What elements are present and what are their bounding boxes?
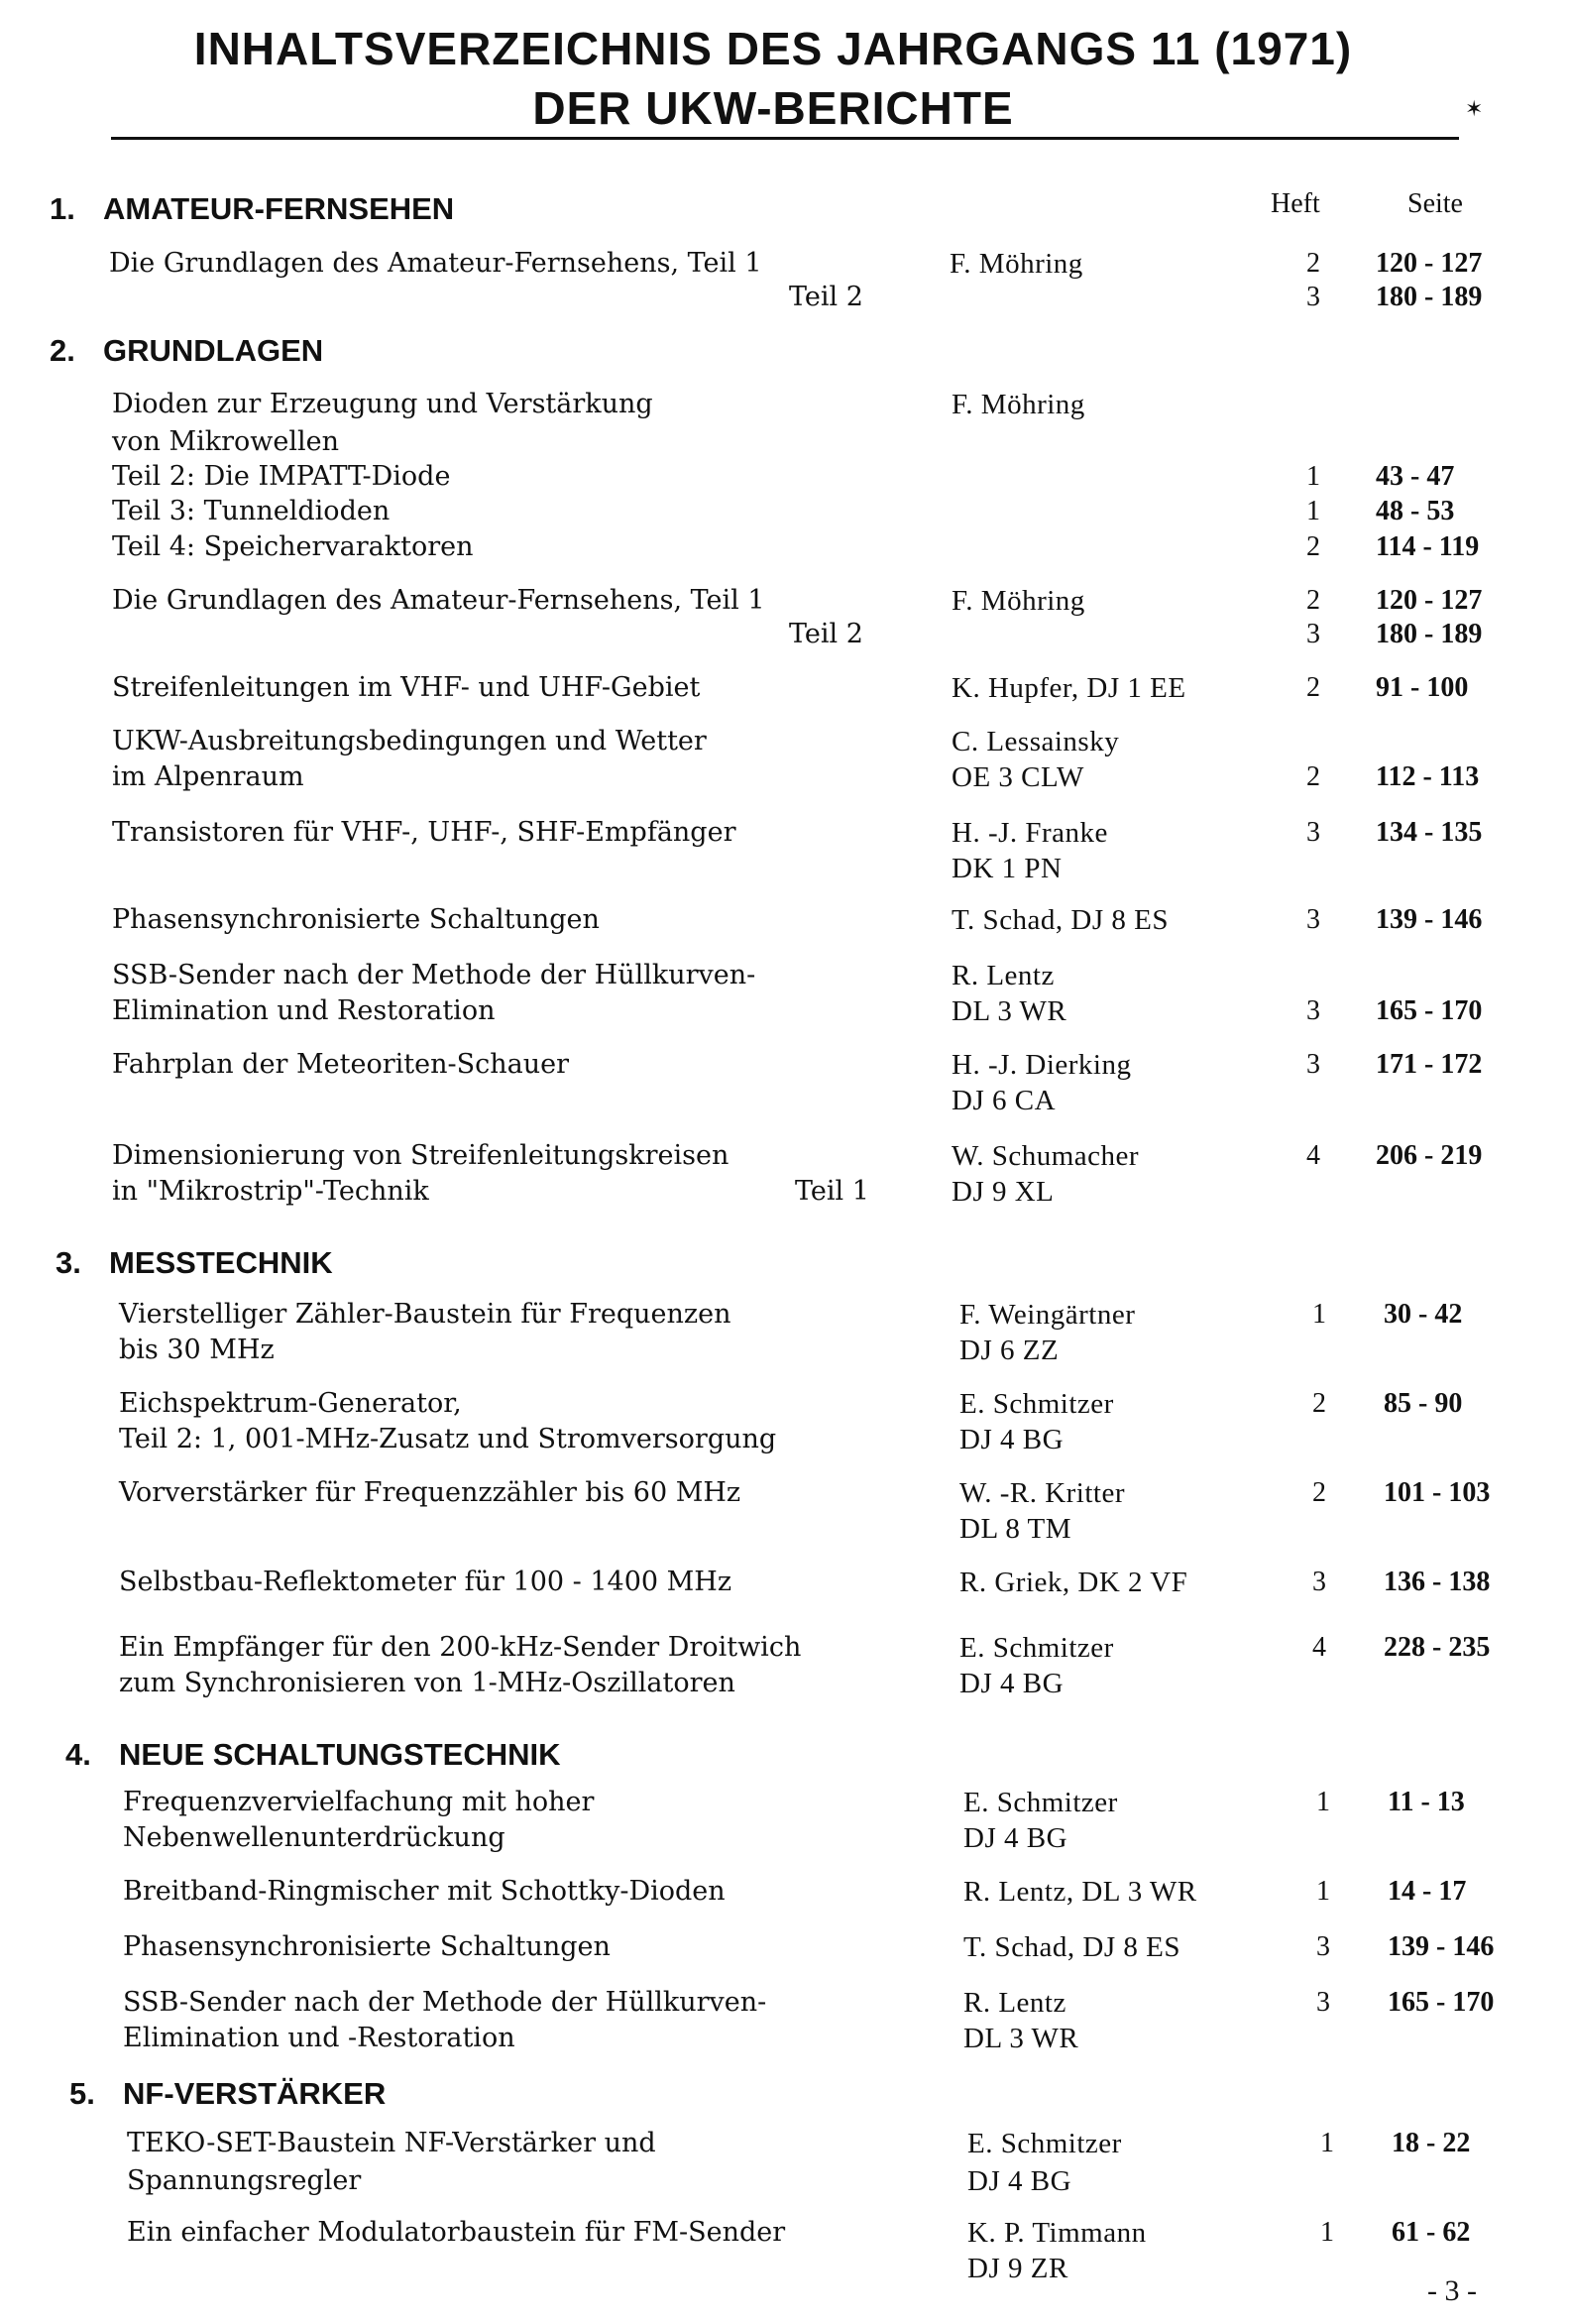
entry-heft: 2 [1306, 531, 1320, 562]
entry-title-line: Die Grundlagen des Amateur-Fernsehens, Teil 1 [112, 585, 765, 616]
page-number: - 3 - [1427, 2274, 1477, 2307]
entry-pages: 101 - 103 [1384, 1477, 1491, 1508]
entry-title-line: zum Synchronisieren von 1-MHz-Oszillatoren [119, 1668, 735, 1698]
entry-heft: 2 [1306, 585, 1320, 616]
entry-heft: 1 [1306, 496, 1320, 526]
entry-heft: 4 [1306, 1140, 1320, 1171]
entry-heft: 2 [1306, 672, 1320, 703]
entry-pages: 139 - 146 [1388, 1931, 1495, 1962]
entry-title-line: Die Grundlagen des Amateur-Fernsehens, Teil 1 [109, 248, 762, 279]
entry-author: H. -J. Franke [952, 817, 1108, 849]
entry-title-line: Ein Empfänger für den 200-kHz-Sender Droitwich [119, 1632, 802, 1663]
entry-title-line: Eichspektrum-Generator, [119, 1388, 462, 1419]
entry-heft: 3 [1306, 904, 1320, 935]
entry-title-line: UKW-Ausbreitungsbedingungen und Wetter [112, 726, 707, 756]
entry-author: F. Möhring [952, 389, 1085, 420]
column-header-seite: Seite [1407, 188, 1463, 219]
entry-title-line: Teil 2: 1, 001-MHz-Zusatz und Stromversorgung [119, 1424, 777, 1454]
entry-heft: 3 [1306, 995, 1320, 1026]
section-heading [50, 333, 323, 369]
entry-heft: 1 [1316, 1787, 1330, 1817]
section-number: 1. [50, 191, 75, 226]
entry-author: K. P. Timmann [967, 2217, 1147, 2249]
entry-title-line: Teil 1 [795, 1176, 869, 1207]
section-heading [50, 191, 454, 227]
entry-heft: 3 [1312, 1567, 1326, 1597]
entry-title-line: im Alpenraum [112, 761, 304, 792]
entry-author: DL 8 TM [959, 1513, 1072, 1545]
entry-author: F. Weingärtner [959, 1299, 1136, 1331]
entry-pages: 139 - 146 [1376, 904, 1483, 935]
entry-author: DJ 9 XL [952, 1176, 1055, 1208]
entry-pages: 180 - 189 [1376, 282, 1483, 312]
entry-author: W. -R. Kritter [959, 1477, 1126, 1509]
entry-title-line: Selbstbau-Reflektometer für 100 - 1400 MHz [119, 1567, 732, 1597]
entry-title-line: TEKO-SET-Baustein NF-Verstärker und [127, 2128, 656, 2158]
entry-title-line: Teil 4: Speichervaraktoren [112, 531, 474, 562]
entry-title-line: Vierstelliger Zähler-Baustein für Frequenzen [119, 1299, 731, 1330]
entry-title-line: Phasensynchronisierte Schaltungen [112, 904, 600, 935]
entry-author: K. Hupfer, DJ 1 EE [952, 672, 1186, 704]
entry-heft: 2 [1306, 761, 1320, 792]
entry-author: C. Lessainsky [952, 726, 1120, 757]
entry-title-line: Dimensionierung von Streifenleitungskreisen [112, 1140, 729, 1171]
entry-title-line: Frequenzvervielfachung mit hoher [123, 1787, 595, 1817]
entry-title-line: Phasensynchronisierte Schaltungen [123, 1931, 611, 1962]
entry-heft: 1 [1306, 461, 1320, 492]
entry-pages: 228 - 235 [1384, 1632, 1491, 1663]
section-heading [69, 2076, 386, 2112]
entry-heft: 3 [1316, 1987, 1330, 2018]
entry-heft: 4 [1312, 1632, 1326, 1663]
section-title: MESSTECHNIK [109, 1245, 333, 1280]
section-number: 2. [50, 333, 75, 368]
entry-author: DK 1 PN [952, 853, 1063, 884]
entry-author: E. Schmitzer [967, 2128, 1122, 2159]
entry-pages: 30 - 42 [1384, 1299, 1463, 1330]
entry-title-line: Transistoren für VHF-, UHF-, SHF-Empfänger [112, 817, 736, 848]
section-heading [65, 1737, 561, 1773]
entry-pages: 165 - 170 [1376, 995, 1483, 1026]
entry-pages: 134 - 135 [1376, 817, 1483, 848]
entry-pages: 114 - 119 [1376, 531, 1480, 562]
entry-title-line: Streifenleitungen im VHF- und UHF-Gebiet [112, 672, 701, 703]
entry-author: R. Lentz, DL 3 WR [963, 1876, 1197, 1908]
entry-title-line: bis 30 MHz [119, 1335, 275, 1365]
entry-author: DL 3 WR [963, 2023, 1079, 2054]
entry-author: T. Schad, DJ 8 ES [952, 904, 1170, 936]
entry-author: DL 3 WR [952, 995, 1067, 1027]
entry-title-line: in "Mikrostrip"-Technik [112, 1176, 429, 1207]
entry-pages: 112 - 113 [1376, 761, 1480, 792]
section-heading [56, 1245, 333, 1281]
entry-heft: 3 [1306, 1049, 1320, 1080]
entry-title-line: Breitband-Ringmischer mit Schottky-Dioden [123, 1876, 726, 1907]
document-title-line-1: INHALTSVERZEICHNIS DES JAHRGANGS 11 (1971) [193, 23, 1353, 74]
entry-pages: 43 - 47 [1376, 461, 1455, 492]
entry-heft: 1 [1320, 2217, 1334, 2248]
entry-heft: 3 [1306, 619, 1320, 649]
column-header-heft: Heft [1271, 188, 1320, 219]
entry-author: T. Schad, DJ 8 ES [963, 1931, 1181, 1963]
entry-title-line: Teil 2 [789, 619, 863, 649]
entry-author: DJ 4 BG [967, 2165, 1072, 2197]
entry-title-line: von Mikrowellen [112, 426, 340, 457]
entry-pages: 171 - 172 [1376, 1049, 1483, 1080]
entry-heft: 2 [1312, 1388, 1326, 1419]
entry-heft: 3 [1306, 817, 1320, 848]
entry-title-line: Teil 2: Die IMPATT-Diode [112, 461, 451, 492]
entry-title-line: Fahrplan der Meteoriten-Schauer [112, 1049, 570, 1080]
entry-author: DJ 4 BG [959, 1668, 1065, 1699]
section-number: 4. [65, 1737, 91, 1772]
entry-heft: 3 [1306, 282, 1320, 312]
entry-title-line: Elimination und -Restoration [123, 2023, 515, 2053]
entry-title-line: Teil 2 [789, 282, 863, 312]
entry-title-line: Elimination und Restoration [112, 995, 496, 1026]
entry-author: H. -J. Dierking [952, 1049, 1132, 1081]
entry-author: R. Lentz [963, 1987, 1066, 2019]
entry-pages: 48 - 53 [1376, 496, 1455, 526]
entry-author: F. Möhring [952, 585, 1085, 617]
entry-title-line: Nebenwellenunterdrückung [123, 1822, 505, 1853]
entry-pages: 11 - 13 [1388, 1787, 1465, 1817]
entry-pages: 120 - 127 [1376, 248, 1483, 279]
entry-pages: 120 - 127 [1376, 585, 1483, 616]
entry-author: F. Möhring [950, 248, 1083, 280]
entry-heft: 1 [1312, 1299, 1326, 1330]
entry-pages: 136 - 138 [1384, 1567, 1491, 1597]
entry-pages: 61 - 62 [1392, 2217, 1471, 2248]
entry-heft: 3 [1316, 1931, 1330, 1962]
entry-title-line: Spannungsregler [127, 2165, 362, 2196]
entry-author: E. Schmitzer [963, 1787, 1118, 1818]
entry-heft: 2 [1306, 248, 1320, 279]
entry-author: W. Schumacher [952, 1140, 1140, 1172]
section-title: NEUE SCHALTUNGSTECHNIK [119, 1737, 561, 1772]
entry-title-line: Ein einfacher Modulatorbaustein für FM-Sender [127, 2217, 786, 2248]
entry-pages: 165 - 170 [1388, 1987, 1495, 2018]
entry-pages: 91 - 100 [1376, 672, 1469, 703]
entry-author: E. Schmitzer [959, 1388, 1114, 1420]
section-title: AMATEUR-FERNSEHEN [103, 191, 455, 226]
entry-author: R. Lentz [952, 960, 1055, 991]
entry-pages: 14 - 17 [1388, 1876, 1467, 1907]
entry-heft: 2 [1312, 1477, 1326, 1508]
entry-author: DJ 4 BG [959, 1424, 1065, 1455]
entry-author: E. Schmitzer [959, 1632, 1114, 1664]
entry-heft: 1 [1316, 1876, 1330, 1907]
entry-author: DJ 4 BG [963, 1822, 1068, 1854]
entry-pages: 180 - 189 [1376, 619, 1483, 649]
entry-title-line: Vorverstärker für Frequenzzähler bis 60 MHz [119, 1477, 741, 1508]
entry-author: DJ 6 CA [952, 1085, 1057, 1116]
entry-author: DJ 6 ZZ [959, 1335, 1060, 1366]
entry-title-line: SSB-Sender nach der Methode der Hüllkurven- [112, 960, 756, 990]
entry-title-line: Dioden zur Erzeugung und Verstärkung [112, 389, 653, 419]
entry-heft: 1 [1320, 2128, 1334, 2158]
entry-pages: 85 - 90 [1384, 1388, 1463, 1419]
section-title: NF-VERSTÄRKER [123, 2076, 387, 2111]
star-mark-icon: ✶ [1465, 97, 1484, 122]
document-title-line-2: DER UKW-BERICHTE [532, 82, 1014, 134]
entry-author: DJ 9 ZR [967, 2253, 1068, 2284]
section-title: GRUNDLAGEN [103, 333, 324, 368]
entry-author: OE 3 CLW [952, 761, 1084, 793]
entry-pages: 206 - 219 [1376, 1140, 1483, 1171]
entry-title-line: SSB-Sender nach der Methode der Hüllkurven- [123, 1987, 767, 2018]
entry-pages: 18 - 22 [1392, 2128, 1471, 2158]
entry-title-line: Teil 3: Tunneldioden [112, 496, 391, 526]
entry-author: R. Griek, DK 2 VF [959, 1567, 1188, 1598]
section-number: 5. [69, 2076, 95, 2111]
section-number: 3. [56, 1245, 81, 1280]
